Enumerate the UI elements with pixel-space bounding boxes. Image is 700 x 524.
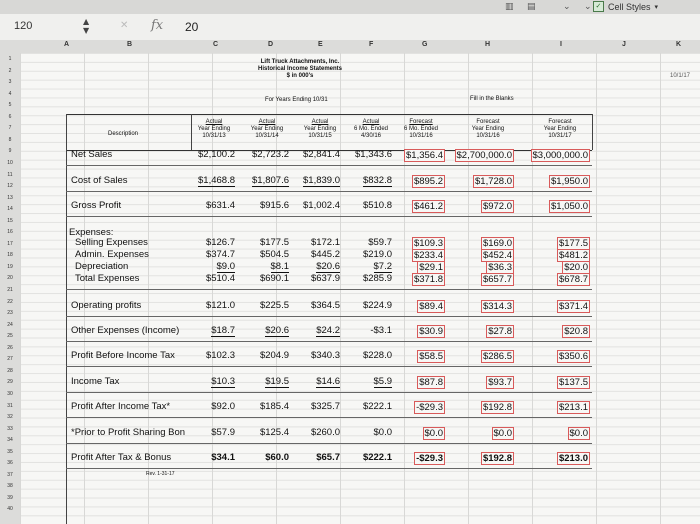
row-label[interactable]: 40 (7, 506, 13, 513)
cell-g[interactable]: $109.3 (413, 238, 443, 249)
cell-i[interactable]: $678.7 (558, 274, 588, 285)
header-line: Year Ending (303, 126, 337, 132)
row-divider (66, 316, 592, 317)
cell-f[interactable]: $219.0 (362, 249, 392, 260)
column-label[interactable]: G (422, 41, 428, 48)
row-label[interactable]: 19 (7, 263, 13, 270)
cell-i[interactable]: $3,000,000.0 (532, 150, 588, 161)
header-line: Forecast (476, 119, 500, 125)
cell-h[interactable]: $657.7 (482, 274, 512, 285)
cell-h[interactable]: $36.3 (488, 262, 512, 273)
row-label[interactable]: 25 (7, 333, 13, 340)
row-label[interactable]: 34 (7, 437, 13, 444)
row-label[interactable]: Gross Profit (71, 200, 122, 211)
chevron-down-icon: ▾ (654, 2, 658, 11)
column-header (0, 40, 700, 54)
report-title: Lift Truck Attachments, Inc. (260, 59, 340, 65)
cell-c[interactable]: $102.3 (205, 350, 235, 361)
row-divider (66, 417, 592, 418)
cell-c[interactable]: $18.7 (211, 325, 235, 336)
row-divider (66, 366, 592, 367)
cell-d[interactable]: $504.5 (259, 249, 289, 260)
cell-d[interactable]: $60.0 (265, 452, 289, 463)
filter-icon[interactable]: ▤ (527, 2, 536, 12)
cell-e[interactable]: $20.6 (316, 261, 340, 272)
cell-e[interactable]: $172.1 (310, 237, 340, 248)
name-box[interactable]: 120 (14, 20, 33, 32)
cell-h[interactable]: $27.8 (488, 326, 512, 337)
cell-h[interactable]: $1,728.0 (475, 176, 512, 187)
header-col-g (398, 119, 444, 140)
cell-e[interactable]: $65.7 (316, 452, 340, 463)
header-col-e (296, 119, 344, 140)
header-line: 10/31/16 (409, 133, 433, 139)
cell-c[interactable]: $1,468.8 (198, 175, 235, 186)
header-col-i (532, 119, 588, 140)
cell-f[interactable]: -$3.1 (370, 325, 392, 336)
row-label[interactable]: Profit After Income Tax* (71, 401, 171, 412)
row-label[interactable]: 33 (7, 425, 13, 432)
row-label[interactable]: 6 (8, 113, 12, 120)
cell-d[interactable]: $204.9 (259, 350, 289, 361)
row-label[interactable]: Selling Expenses (75, 237, 148, 248)
cell-f[interactable]: $1,343.6 (355, 149, 392, 160)
header-border-right (592, 114, 593, 150)
cell-styles-button[interactable] (593, 0, 658, 13)
cell-i[interactable]: $137.5 (558, 377, 588, 388)
name-box-stepper[interactable]: ▲ ▼ (83, 17, 90, 35)
row-label[interactable]: 38 (7, 483, 13, 490)
header-col-f (348, 119, 394, 140)
row-divider (66, 341, 592, 342)
worksheet-grid[interactable] (20, 53, 700, 524)
row-label[interactable]: 21 (7, 287, 13, 293)
row-label[interactable]: 36 (7, 460, 13, 467)
header-line: Year Ending (543, 126, 577, 132)
row-label[interactable]: 18 (7, 252, 13, 259)
row-label[interactable]: 17 (7, 240, 13, 247)
cell-h[interactable]: $2,700,000.0 (456, 150, 512, 161)
fx-icon[interactable]: fx (151, 18, 164, 33)
column-label[interactable]: B (127, 41, 133, 48)
row-label[interactable]: Operating profits (71, 300, 142, 311)
cell-d[interactable]: $915.6 (259, 200, 289, 211)
cell-h[interactable]: $192.8 (482, 453, 512, 464)
row-label[interactable]: Depreciation (75, 261, 129, 272)
sort-icon[interactable]: ▥ (505, 2, 514, 12)
cell-h[interactable]: $93.7 (488, 377, 512, 388)
cell-f[interactable]: $59.7 (368, 237, 392, 248)
row-label[interactable]: Net Sales (71, 149, 113, 160)
row-label[interactable]: 13 (7, 194, 13, 201)
row-label[interactable]: *Prior to Profit Sharing Bon (71, 427, 186, 438)
row-label-expenses[interactable]: Expenses: (69, 227, 114, 238)
cell-c[interactable]: $9.0 (216, 261, 235, 272)
cell-g[interactable]: $371.8 (413, 274, 443, 285)
column-label[interactable]: K (676, 41, 682, 48)
date-note: 10/1/17 (670, 73, 691, 79)
row-label[interactable]: 10 (7, 159, 13, 166)
header-line: Year Ending (250, 126, 284, 132)
cell-i[interactable]: $1,050.0 (551, 201, 588, 212)
row-label[interactable]: Other Expenses (Income) (71, 325, 180, 336)
report-period: For Years Ending 10/31 (265, 97, 328, 103)
row-label[interactable]: 9 (8, 148, 12, 155)
header-line: 6 Mo. Ended (353, 126, 389, 132)
header-line: Year Ending (471, 126, 505, 132)
cell-f[interactable]: $832.8 (362, 175, 392, 186)
cell-e[interactable]: $325.7 (310, 401, 340, 412)
cell-e[interactable]: $2,841.4 (303, 149, 340, 160)
cell-d[interactable]: $185.4 (259, 401, 289, 412)
header-line: Year Ending (197, 126, 231, 132)
row-divider (66, 392, 592, 393)
cell-g[interactable]: $895.2 (413, 176, 443, 187)
header-col-d (244, 119, 290, 140)
cell-d[interactable]: $1,807.6 (252, 175, 289, 186)
row-divider (66, 216, 592, 217)
row-divider (66, 165, 592, 166)
column-label[interactable]: A (64, 41, 70, 48)
row-divider (66, 443, 592, 444)
cell-styles-icon: ✓ (593, 1, 604, 12)
column-label[interactable]: I (560, 41, 562, 48)
cell-d[interactable]: $177.5 (259, 237, 289, 248)
cell-d[interactable]: $225.5 (259, 300, 289, 311)
column-label[interactable]: D (268, 41, 274, 48)
row-label[interactable]: 35 (7, 448, 13, 455)
cell-g[interactable]: $87.8 (419, 377, 443, 388)
cell-i[interactable]: $20.0 (564, 262, 588, 273)
cell-g[interactable]: $29.1 (419, 262, 443, 273)
cell-i[interactable]: $350.6 (558, 351, 588, 362)
header-line: Actual (205, 119, 223, 125)
row-label[interactable]: 32 (7, 414, 13, 421)
column-label[interactable]: H (485, 41, 491, 48)
cell-i[interactable]: $371.4 (558, 301, 588, 312)
cell-e[interactable]: $637.9 (310, 273, 340, 284)
cell-i[interactable]: $177.5 (558, 238, 588, 249)
row-label[interactable]: 11 (7, 171, 13, 178)
column-label[interactable]: E (318, 41, 323, 48)
cell-g[interactable]: $58.5 (419, 351, 443, 362)
row-label[interactable]: 4 (8, 90, 12, 97)
cell-f[interactable]: $0.0 (373, 427, 392, 438)
header-line: 10/31/16 (476, 133, 500, 139)
cell-c[interactable]: $92.0 (211, 401, 235, 412)
header-line: Actual (311, 119, 329, 125)
cell-i[interactable]: $481.2 (558, 250, 588, 261)
row-label[interactable]: 37 (7, 471, 13, 478)
column-label[interactable]: J (622, 41, 626, 48)
row-label[interactable]: 8 (8, 136, 12, 143)
cell-g[interactable]: -$29.3 (416, 453, 443, 464)
row-label[interactable]: 39 (7, 494, 13, 501)
cell-c[interactable]: $57.9 (211, 427, 235, 438)
header-line: 10/31/15 (308, 133, 332, 139)
cell-e[interactable]: $340.3 (310, 350, 340, 361)
cell-i[interactable]: $20.8 (564, 326, 588, 337)
cell-i[interactable]: $213.0 (558, 453, 588, 464)
header-line: Forecast (548, 119, 572, 125)
cell-h[interactable]: $972.0 (482, 201, 512, 212)
cell-c[interactable]: $34.1 (211, 452, 235, 463)
formula-bar (0, 14, 700, 41)
row-label[interactable]: 5 (8, 102, 12, 109)
cell-g[interactable]: $461.2 (413, 201, 443, 212)
report-subtitle: Historical Income Statements (257, 66, 343, 72)
cell-f[interactable]: $222.1 (362, 401, 392, 412)
row-label[interactable]: 28 (7, 367, 13, 374)
header-line: 10/31/14 (255, 133, 279, 139)
header-border-top (66, 114, 592, 115)
cell-d[interactable]: $8.1 (270, 261, 289, 272)
header-col-c (192, 119, 236, 140)
header-line: 6 Mo. Ended (403, 126, 439, 132)
row-label[interactable]: Profit Before Income Tax (71, 350, 175, 361)
row-label[interactable]: 2 (8, 67, 12, 74)
cell-f[interactable]: $228.0 (362, 350, 392, 361)
cell-f[interactable]: $285.9 (362, 273, 392, 284)
row-divider (66, 468, 592, 469)
cell-e[interactable]: $24.2 (316, 325, 340, 336)
cell-i[interactable]: $1,950.0 (551, 176, 588, 187)
header-line: 10/31/17 (548, 133, 572, 139)
cell-c[interactable]: $510.4 (205, 273, 235, 284)
row-divider (66, 289, 592, 290)
cell-i[interactable]: $0.0 (569, 428, 588, 439)
row-label[interactable]: 22 (7, 298, 13, 305)
chevron-down-icon[interactable]: ⌄ (584, 2, 592, 12)
header-col-h (460, 119, 516, 140)
column-label[interactable]: C (213, 41, 219, 48)
header-line: 4/30/16 (360, 133, 382, 139)
cell-i[interactable]: $213.1 (558, 402, 588, 413)
cell-d[interactable]: $19.5 (265, 376, 289, 387)
cell-f[interactable]: $7.2 (373, 261, 392, 272)
row-label[interactable]: 16 (7, 229, 13, 236)
row-label[interactable]: 7 (8, 125, 12, 132)
row-label[interactable]: Admin. Expenses (75, 249, 149, 260)
row-divider (66, 191, 592, 192)
cell-c[interactable]: $631.4 (205, 200, 235, 211)
row-label[interactable]: 24 (7, 321, 13, 328)
cell-h[interactable]: $192.8 (482, 402, 512, 413)
column-label[interactable]: F (369, 41, 374, 48)
cell-e[interactable]: $364.5 (310, 300, 340, 311)
row-label[interactable]: 12 (7, 183, 13, 190)
cell-h[interactable]: $286.5 (482, 351, 512, 362)
header-border-left (66, 114, 67, 150)
revision-note: Rev. 1-31-17 (146, 471, 175, 477)
row-label[interactable]: 20 (7, 275, 13, 282)
row-label[interactable]: 1 (8, 56, 12, 62)
cell-h[interactable]: $169.0 (482, 238, 512, 249)
cell-d[interactable]: $690.1 (259, 273, 289, 284)
cell-styles-label: Cell Styles (607, 1, 651, 12)
cell-e[interactable]: $14.6 (316, 376, 340, 387)
row-label[interactable]: Total Expenses (75, 273, 140, 284)
header-line: 10/31/13 (202, 133, 226, 139)
row-label[interactable]: 14 (7, 206, 13, 213)
cell-c[interactable]: $10.3 (211, 376, 235, 387)
header-line: Actual (362, 119, 380, 125)
cell-d[interactable]: $125.4 (259, 427, 289, 438)
row-label[interactable]: 30 (7, 390, 13, 397)
row-label[interactable]: 31 (7, 402, 13, 409)
cell-g[interactable]: $233.4 (413, 250, 443, 261)
cell-g[interactable]: $0.0 (424, 428, 443, 439)
cell-g[interactable]: $30.9 (419, 326, 443, 337)
row-label[interactable]: Cost of Sales (71, 175, 128, 186)
header-line: Forecast (409, 119, 433, 125)
cell-e[interactable]: $1,002.4 (303, 200, 340, 211)
fill-blanks-note: Fill in the Blanks (470, 96, 514, 102)
row-label[interactable]: Profit After Tax & Bonus (71, 452, 172, 463)
header-description: Description (108, 131, 139, 137)
row-label[interactable]: 27 (7, 356, 13, 363)
cell-e[interactable]: $1,839.0 (303, 175, 340, 186)
row-label[interactable]: 3 (8, 79, 12, 86)
ribbon-toolbar (0, 0, 700, 15)
cell-f[interactable]: $222.1 (362, 452, 392, 463)
cell-f[interactable]: $510.8 (362, 200, 392, 211)
cell-c[interactable]: $121.0 (205, 300, 235, 311)
cell-h[interactable]: $452.4 (482, 250, 512, 261)
row-label[interactable]: Income Tax (71, 376, 120, 387)
cell-f[interactable]: $5.9 (373, 376, 392, 387)
header-line: Actual (258, 119, 276, 125)
row-label[interactable]: 29 (7, 379, 13, 386)
cell-c[interactable]: $2,100.2 (198, 149, 235, 160)
cell-e[interactable]: $445.2 (310, 249, 340, 260)
cell-e[interactable]: $260.0 (310, 427, 340, 438)
cell-d[interactable]: $2,723.2 (252, 149, 289, 160)
format-dropdown-icon[interactable]: ⌄ (563, 2, 571, 12)
cell-g[interactable]: $89.4 (419, 301, 443, 312)
row-header (0, 53, 21, 524)
row-label[interactable]: 15 (7, 217, 13, 224)
cancel-icon[interactable]: ✕ (120, 20, 129, 31)
cell-d[interactable]: $20.6 (265, 325, 289, 336)
cell-c[interactable]: $126.7 (205, 237, 235, 248)
formula-input[interactable]: 20 (185, 20, 199, 34)
cell-h[interactable]: $314.3 (482, 301, 512, 312)
row-label[interactable]: 23 (7, 310, 13, 317)
cell-c[interactable]: $374.7 (205, 249, 235, 260)
cell-g[interactable]: -$29.3 (416, 402, 443, 413)
row-label[interactable]: 26 (7, 344, 13, 351)
report-units: $ in 000's (286, 73, 314, 79)
cell-h[interactable]: $0.0 (493, 428, 512, 439)
cell-g[interactable]: $1,356.4 (406, 150, 443, 161)
cell-f[interactable]: $224.9 (362, 300, 392, 311)
